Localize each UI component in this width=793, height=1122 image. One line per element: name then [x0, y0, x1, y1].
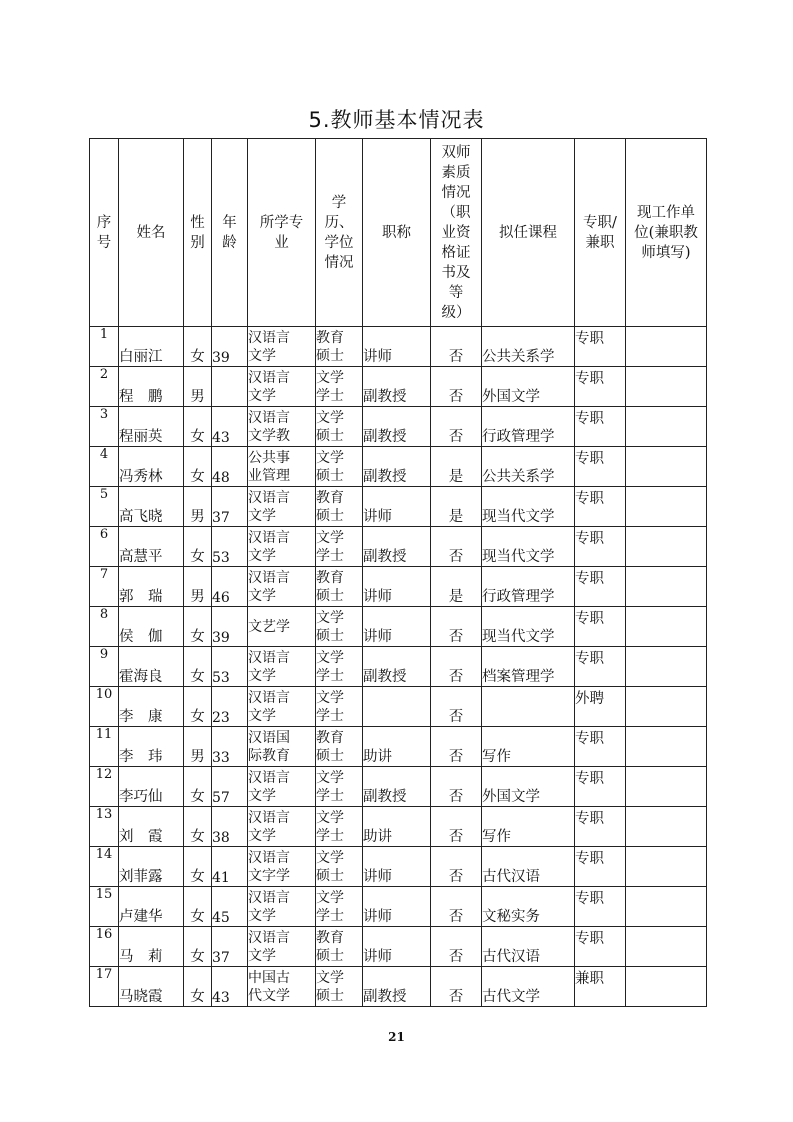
- header-sex: 性 别: [184, 139, 212, 327]
- cell-degree: 教育 硕士: [316, 727, 363, 767]
- cell-course: 档案管理学: [482, 647, 575, 687]
- cell-course: [482, 687, 575, 727]
- cell-course: 古代汉语: [482, 847, 575, 887]
- cell-major: 汉语言 文学: [248, 367, 316, 407]
- cell-name: 卢建华: [119, 887, 184, 927]
- cell-workplace: [626, 767, 707, 807]
- cell-name: 马晓霞: [119, 967, 184, 1007]
- table-row: [90, 887, 707, 927]
- cell-sex: 女: [184, 887, 212, 927]
- cell-major: 汉语言 文学教: [248, 407, 316, 447]
- cell-dual: 是: [431, 567, 482, 607]
- header-fulltime: 专职/ 兼职: [575, 139, 626, 327]
- cell-seq: 4: [90, 447, 119, 487]
- table-row: [90, 487, 707, 527]
- cell-major: 汉语言 文学: [248, 927, 316, 967]
- cell-workplace: [626, 647, 707, 687]
- cell-rank: 讲师: [363, 487, 431, 527]
- cell-degree: 文学 学士: [316, 527, 363, 567]
- cell-seq: 6: [90, 527, 119, 567]
- cell-dual: 否: [431, 967, 482, 1007]
- cell-name: 冯秀林: [119, 447, 184, 487]
- header-degree: 学 历、 学位 情况: [316, 139, 363, 327]
- page-number: 21: [388, 1030, 405, 1044]
- cell-fulltime: 兼职: [575, 967, 626, 1007]
- cell-age: 41: [212, 847, 248, 887]
- cell-course: 行政管理学: [482, 407, 575, 447]
- cell-workplace: [626, 327, 707, 367]
- cell-dual: 否: [431, 367, 482, 407]
- cell-dual: 否: [431, 847, 482, 887]
- cell-sex: 女: [184, 647, 212, 687]
- table-row: [90, 527, 707, 567]
- cell-seq: 5: [90, 487, 119, 527]
- cell-fulltime: 专职: [575, 367, 626, 407]
- cell-rank: 讲师: [363, 327, 431, 367]
- cell-sex: 女: [184, 767, 212, 807]
- table-row: [90, 607, 707, 647]
- cell-name: 侯 伽: [119, 607, 184, 647]
- cell-degree: 文学 学士: [316, 647, 363, 687]
- cell-sex: 女: [184, 327, 212, 367]
- cell-dual: 否: [431, 527, 482, 567]
- table-row: [90, 807, 707, 847]
- cell-seq: 13: [90, 807, 119, 847]
- table-row: [90, 407, 707, 447]
- cell-seq: 2: [90, 367, 119, 407]
- cell-major: 汉语言 文学: [248, 327, 316, 367]
- cell-degree: 教育 硕士: [316, 327, 363, 367]
- cell-degree: 文学 学士: [316, 887, 363, 927]
- table-row: [90, 967, 707, 1007]
- header-name: 姓名: [119, 139, 184, 327]
- cell-rank: 助讲: [363, 807, 431, 847]
- cell-degree: 教育 硕士: [316, 487, 363, 527]
- cell-dual: 否: [431, 687, 482, 727]
- cell-major: 汉语言 文学: [248, 647, 316, 687]
- cell-sex: 女: [184, 927, 212, 967]
- cell-course: 公共关系学: [482, 327, 575, 367]
- cell-workplace: [626, 807, 707, 847]
- cell-rank: 副教授: [363, 407, 431, 447]
- cell-name: 高慧平: [119, 527, 184, 567]
- cell-rank: 讲师: [363, 567, 431, 607]
- cell-fulltime: 专职: [575, 647, 626, 687]
- teacher-table: [89, 138, 707, 1007]
- cell-name: 李 康: [119, 687, 184, 727]
- cell-name: 郭 瑞: [119, 567, 184, 607]
- cell-degree: 文学 硕士: [316, 967, 363, 1007]
- cell-course: 写作: [482, 727, 575, 767]
- cell-age: 46: [212, 567, 248, 607]
- cell-age: 37: [212, 487, 248, 527]
- cell-fulltime: 专职: [575, 607, 626, 647]
- cell-age: 39: [212, 607, 248, 647]
- cell-rank: 讲师: [363, 607, 431, 647]
- cell-workplace: [626, 727, 707, 767]
- table-row: [90, 367, 707, 407]
- cell-age: 38: [212, 807, 248, 847]
- cell-workplace: [626, 687, 707, 727]
- cell-fulltime: 专职: [575, 567, 626, 607]
- cell-sex: 男: [184, 487, 212, 527]
- cell-fulltime: 专职: [575, 887, 626, 927]
- cell-course: 写作: [482, 807, 575, 847]
- table-row: [90, 327, 707, 367]
- cell-course: 现当代文学: [482, 487, 575, 527]
- cell-fulltime: 专职: [575, 407, 626, 447]
- cell-name: 高飞晓: [119, 487, 184, 527]
- cell-fulltime: 专职: [575, 767, 626, 807]
- table-row: [90, 927, 707, 967]
- cell-dual: 否: [431, 887, 482, 927]
- cell-sex: 女: [184, 807, 212, 847]
- header-workplace: 现工作单 位(兼职教 师填写): [626, 139, 707, 327]
- header-seq: 序 号: [90, 139, 119, 327]
- cell-seq: 10: [90, 687, 119, 727]
- table-row: [90, 447, 707, 487]
- cell-major: 文艺学: [248, 607, 316, 647]
- cell-name: 刘 霞: [119, 807, 184, 847]
- cell-rank: 副教授: [363, 527, 431, 567]
- table-row: [90, 647, 707, 687]
- cell-degree: 文学 硕士: [316, 847, 363, 887]
- cell-workplace: [626, 967, 707, 1007]
- cell-sex: 女: [184, 447, 212, 487]
- cell-rank: 讲师: [363, 887, 431, 927]
- cell-name: 刘菲露: [119, 847, 184, 887]
- cell-rank: 副教授: [363, 447, 431, 487]
- cell-name: 程 鹏: [119, 367, 184, 407]
- cell-sex: 女: [184, 407, 212, 447]
- cell-dual: 否: [431, 607, 482, 647]
- cell-workplace: [626, 607, 707, 647]
- cell-age: 57: [212, 767, 248, 807]
- cell-degree: 文学 学士: [316, 767, 363, 807]
- table-row: [90, 847, 707, 887]
- cell-fulltime: 外聘: [575, 687, 626, 727]
- cell-fulltime: 专职: [575, 807, 626, 847]
- cell-sex: 女: [184, 687, 212, 727]
- cell-seq: 12: [90, 767, 119, 807]
- cell-course: 现当代文学: [482, 527, 575, 567]
- cell-degree: 文学 学士: [316, 687, 363, 727]
- cell-fulltime: 专职: [575, 487, 626, 527]
- cell-sex: 女: [184, 967, 212, 1007]
- cell-seq: 16: [90, 927, 119, 967]
- cell-dual: 否: [431, 807, 482, 847]
- cell-seq: 7: [90, 567, 119, 607]
- cell-seq: 3: [90, 407, 119, 447]
- cell-degree: 文学 学士: [316, 367, 363, 407]
- cell-seq: 1: [90, 327, 119, 367]
- cell-name: 程丽英: [119, 407, 184, 447]
- cell-age: 53: [212, 647, 248, 687]
- cell-seq: 11: [90, 727, 119, 767]
- cell-degree: 教育 硕士: [316, 927, 363, 967]
- cell-degree: 文学 硕士: [316, 447, 363, 487]
- cell-age: 48: [212, 447, 248, 487]
- cell-major: 汉语言 文学: [248, 527, 316, 567]
- cell-major: 汉语言 文学: [248, 887, 316, 927]
- header-course: 拟任课程: [482, 139, 575, 327]
- cell-age: 43: [212, 407, 248, 447]
- cell-rank: 讲师: [363, 927, 431, 967]
- cell-rank: 助讲: [363, 727, 431, 767]
- cell-course: 外国文学: [482, 767, 575, 807]
- cell-rank: 副教授: [363, 767, 431, 807]
- cell-name: 白丽江: [119, 327, 184, 367]
- cell-seq: 15: [90, 887, 119, 927]
- cell-fulltime: 专职: [575, 527, 626, 567]
- cell-workplace: [626, 407, 707, 447]
- cell-major: 汉语言 文学: [248, 687, 316, 727]
- cell-dual: 否: [431, 327, 482, 367]
- cell-dual: 是: [431, 447, 482, 487]
- cell-rank: 副教授: [363, 367, 431, 407]
- cell-fulltime: 专职: [575, 927, 626, 967]
- cell-age: 53: [212, 527, 248, 567]
- cell-age: 23: [212, 687, 248, 727]
- cell-course: 古代文学: [482, 967, 575, 1007]
- cell-major: 汉语言 文学: [248, 767, 316, 807]
- cell-age: 33: [212, 727, 248, 767]
- cell-dual: 否: [431, 407, 482, 447]
- cell-dual: 否: [431, 927, 482, 967]
- cell-course: 文秘实务: [482, 887, 575, 927]
- cell-name: 李 玮: [119, 727, 184, 767]
- header-row: [90, 139, 707, 327]
- cell-course: 公共关系学: [482, 447, 575, 487]
- table-row: [90, 687, 707, 727]
- cell-seq: 17: [90, 967, 119, 1007]
- cell-rank: 副教授: [363, 967, 431, 1007]
- cell-rank: 讲师: [363, 847, 431, 887]
- cell-age: 45: [212, 887, 248, 927]
- cell-name: 马 莉: [119, 927, 184, 967]
- cell-age: [212, 367, 248, 407]
- cell-major: 公共事 业管理: [248, 447, 316, 487]
- header-rank: 职称: [363, 139, 431, 327]
- cell-workplace: [626, 487, 707, 527]
- cell-degree: 文学 硕士: [316, 607, 363, 647]
- cell-major: 中国古 代文学: [248, 967, 316, 1007]
- cell-degree: 文学 学士: [316, 807, 363, 847]
- cell-fulltime: 专职: [575, 727, 626, 767]
- cell-workplace: [626, 447, 707, 487]
- cell-fulltime: 专职: [575, 327, 626, 367]
- header-dual: 双师 素质 情况 （职 业资 格证 书及 等 级）: [431, 139, 482, 327]
- cell-degree: 文学 硕士: [316, 407, 363, 447]
- cell-dual: 否: [431, 647, 482, 687]
- cell-course: 现当代文学: [482, 607, 575, 647]
- cell-course: 外国文学: [482, 367, 575, 407]
- cell-seq: 14: [90, 847, 119, 887]
- cell-degree: 教育 硕士: [316, 567, 363, 607]
- cell-sex: 女: [184, 607, 212, 647]
- table-row: [90, 727, 707, 767]
- table-row: [90, 567, 707, 607]
- cell-course: 行政管理学: [482, 567, 575, 607]
- cell-name: 李巧仙: [119, 767, 184, 807]
- cell-sex: 女: [184, 527, 212, 567]
- cell-name: 霍海良: [119, 647, 184, 687]
- cell-sex: 男: [184, 727, 212, 767]
- page-title: 5.教师基本情况表: [308, 108, 485, 132]
- cell-workplace: [626, 527, 707, 567]
- cell-dual: 否: [431, 767, 482, 807]
- cell-age: 39: [212, 327, 248, 367]
- cell-seq: 9: [90, 647, 119, 687]
- cell-workplace: [626, 887, 707, 927]
- cell-workplace: [626, 847, 707, 887]
- cell-workplace: [626, 567, 707, 607]
- cell-sex: 男: [184, 567, 212, 607]
- cell-major: 汉语言 文字学: [248, 847, 316, 887]
- table-row: [90, 767, 707, 807]
- cell-age: 43: [212, 967, 248, 1007]
- cell-course: 古代汉语: [482, 927, 575, 967]
- cell-sex: 男: [184, 367, 212, 407]
- cell-workplace: [626, 927, 707, 967]
- cell-fulltime: 专职: [575, 847, 626, 887]
- header-age: 年 龄: [212, 139, 248, 327]
- cell-major: 汉语言 文学: [248, 487, 316, 527]
- cell-age: 37: [212, 927, 248, 967]
- cell-major: 汉语言 文学: [248, 567, 316, 607]
- cell-seq: 8: [90, 607, 119, 647]
- cell-sex: 女: [184, 847, 212, 887]
- cell-fulltime: 专职: [575, 447, 626, 487]
- cell-rank: [363, 687, 431, 727]
- header-major: 所学专 业: [248, 139, 316, 327]
- cell-major: 汉语国 际教育: [248, 727, 316, 767]
- cell-major: 汉语言 文学: [248, 807, 316, 847]
- cell-dual: 否: [431, 727, 482, 767]
- cell-rank: 副教授: [363, 647, 431, 687]
- cell-dual: 是: [431, 487, 482, 527]
- cell-workplace: [626, 367, 707, 407]
